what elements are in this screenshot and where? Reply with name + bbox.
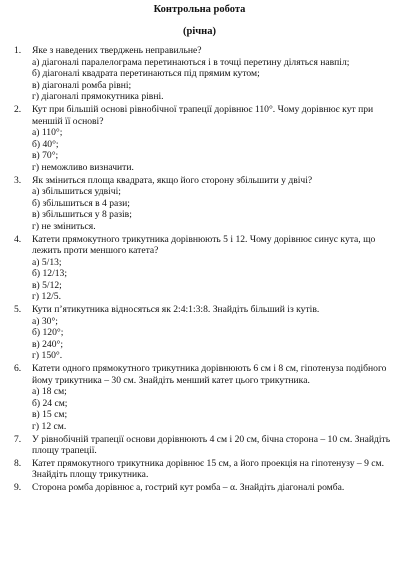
question-text: Катет прямокутного трикутника дорівнює 15 см, а його проекція на гіпотенузу – 9 см. Знайдіть площу трикутника. <box>32 457 385 481</box>
question-item <box>6 363 393 433</box>
question-text: Як зміниться площа квадрата, якщо його сторону збільшити у двічі? <box>32 174 313 186</box>
question-item <box>6 482 393 494</box>
answer-option: б) 40°; <box>32 138 59 150</box>
answer-option: г) 12 см. <box>32 421 67 432</box>
answer-option: а) збільшиться удвічі; <box>32 186 121 198</box>
question-text: Катети одного прямокутного трикутника дорівнюють 6 см і 8 см, гіпотенуза подібного йому трикутника – 30 см. Знайдіть менший катет цього трикутника. <box>32 363 387 386</box>
question-text: Кут при більшій основі рівнобічної трапеції дорівнює 110°. Чому дорівнює кут при меншій її основі? <box>32 103 374 127</box>
answer-option: б) 24 см; <box>32 397 68 409</box>
question-number: 8. <box>14 457 22 469</box>
question-item <box>6 434 393 457</box>
question-text: У рівнобічній трапеції основи дорівнюють 4 см і 20 см, бічна сторона – 10 см. Знайдіть площу трапеції. <box>32 433 391 457</box>
answer-option: г) 12/5. <box>32 291 61 303</box>
answer-option: б) 12/13; <box>32 268 67 280</box>
answer-option: в) діагоналі ромба рівні; <box>32 79 132 91</box>
question-item <box>6 175 393 233</box>
question-text: Катети прямокутного трикутника дорівнюють 5 і 12. Чому дорівнює синус кута, що лежить проти меншого катета? <box>32 233 376 257</box>
question-item <box>6 304 393 362</box>
answer-options <box>32 386 393 432</box>
question-text: Яке з наведених тверджень неправильне? <box>32 45 202 56</box>
answer-option: б) діагоналі квадрата перетинаються під прямим кутом; <box>32 68 260 80</box>
question-number: 3. <box>14 174 22 186</box>
answer-option: а) 5/13; <box>32 256 62 268</box>
question-number: 9. <box>14 481 22 493</box>
page-title: Контрольна робота <box>153 4 246 15</box>
answer-option: в) 15 см; <box>32 409 68 421</box>
answer-option: б) 120°; <box>32 327 64 339</box>
question-item <box>6 458 393 481</box>
question-number: 1. <box>14 45 22 56</box>
question-number: 2. <box>14 103 22 115</box>
answer-option: в) збільшиться у 8 разів; <box>32 209 132 221</box>
answer-options <box>32 186 393 232</box>
answer-option: г) не зміниться. <box>32 220 96 232</box>
answer-options <box>32 127 393 173</box>
question-text: Сторона ромба дорівнює a, гострий кут ромба – α. Знайдіть діагоналі ромба. <box>32 481 345 493</box>
question-item <box>6 104 393 174</box>
answer-option: в) 70°; <box>32 150 59 162</box>
answer-option: г) 150°. <box>32 350 63 362</box>
question-text: Кути п’ятикутника відносяться як 2:4:1:3:8. Знайдіть більший із кутів. <box>32 304 320 316</box>
question-number: 6. <box>14 363 22 375</box>
question-list <box>6 45 393 494</box>
answer-options <box>32 316 393 362</box>
answer-option: г) діагоналі прямокутника рівні. <box>32 91 164 103</box>
question-number: 4. <box>14 233 22 245</box>
page-subtitle: (річна) <box>183 26 216 37</box>
answer-option: а) 30°; <box>32 315 58 327</box>
answer-option: а) 18 см; <box>32 386 67 398</box>
answer-option: а) 110°; <box>32 127 63 139</box>
answer-option: г) неможливо визначити. <box>32 161 134 173</box>
question-item <box>6 234 393 304</box>
answer-option: а) діагоналі паралелограма перетинаються і в точці перетину діляться навпіл; <box>32 56 350 68</box>
question-number: 7. <box>14 433 22 445</box>
answer-options <box>32 57 393 103</box>
answer-option: в) 5/12; <box>32 279 62 291</box>
answer-option: в) 240°; <box>32 338 64 350</box>
question-item <box>6 45 393 103</box>
answer-option: б) збільшиться в 4 рази; <box>32 197 130 209</box>
question-number: 5. <box>14 304 22 316</box>
answer-options <box>32 257 393 303</box>
